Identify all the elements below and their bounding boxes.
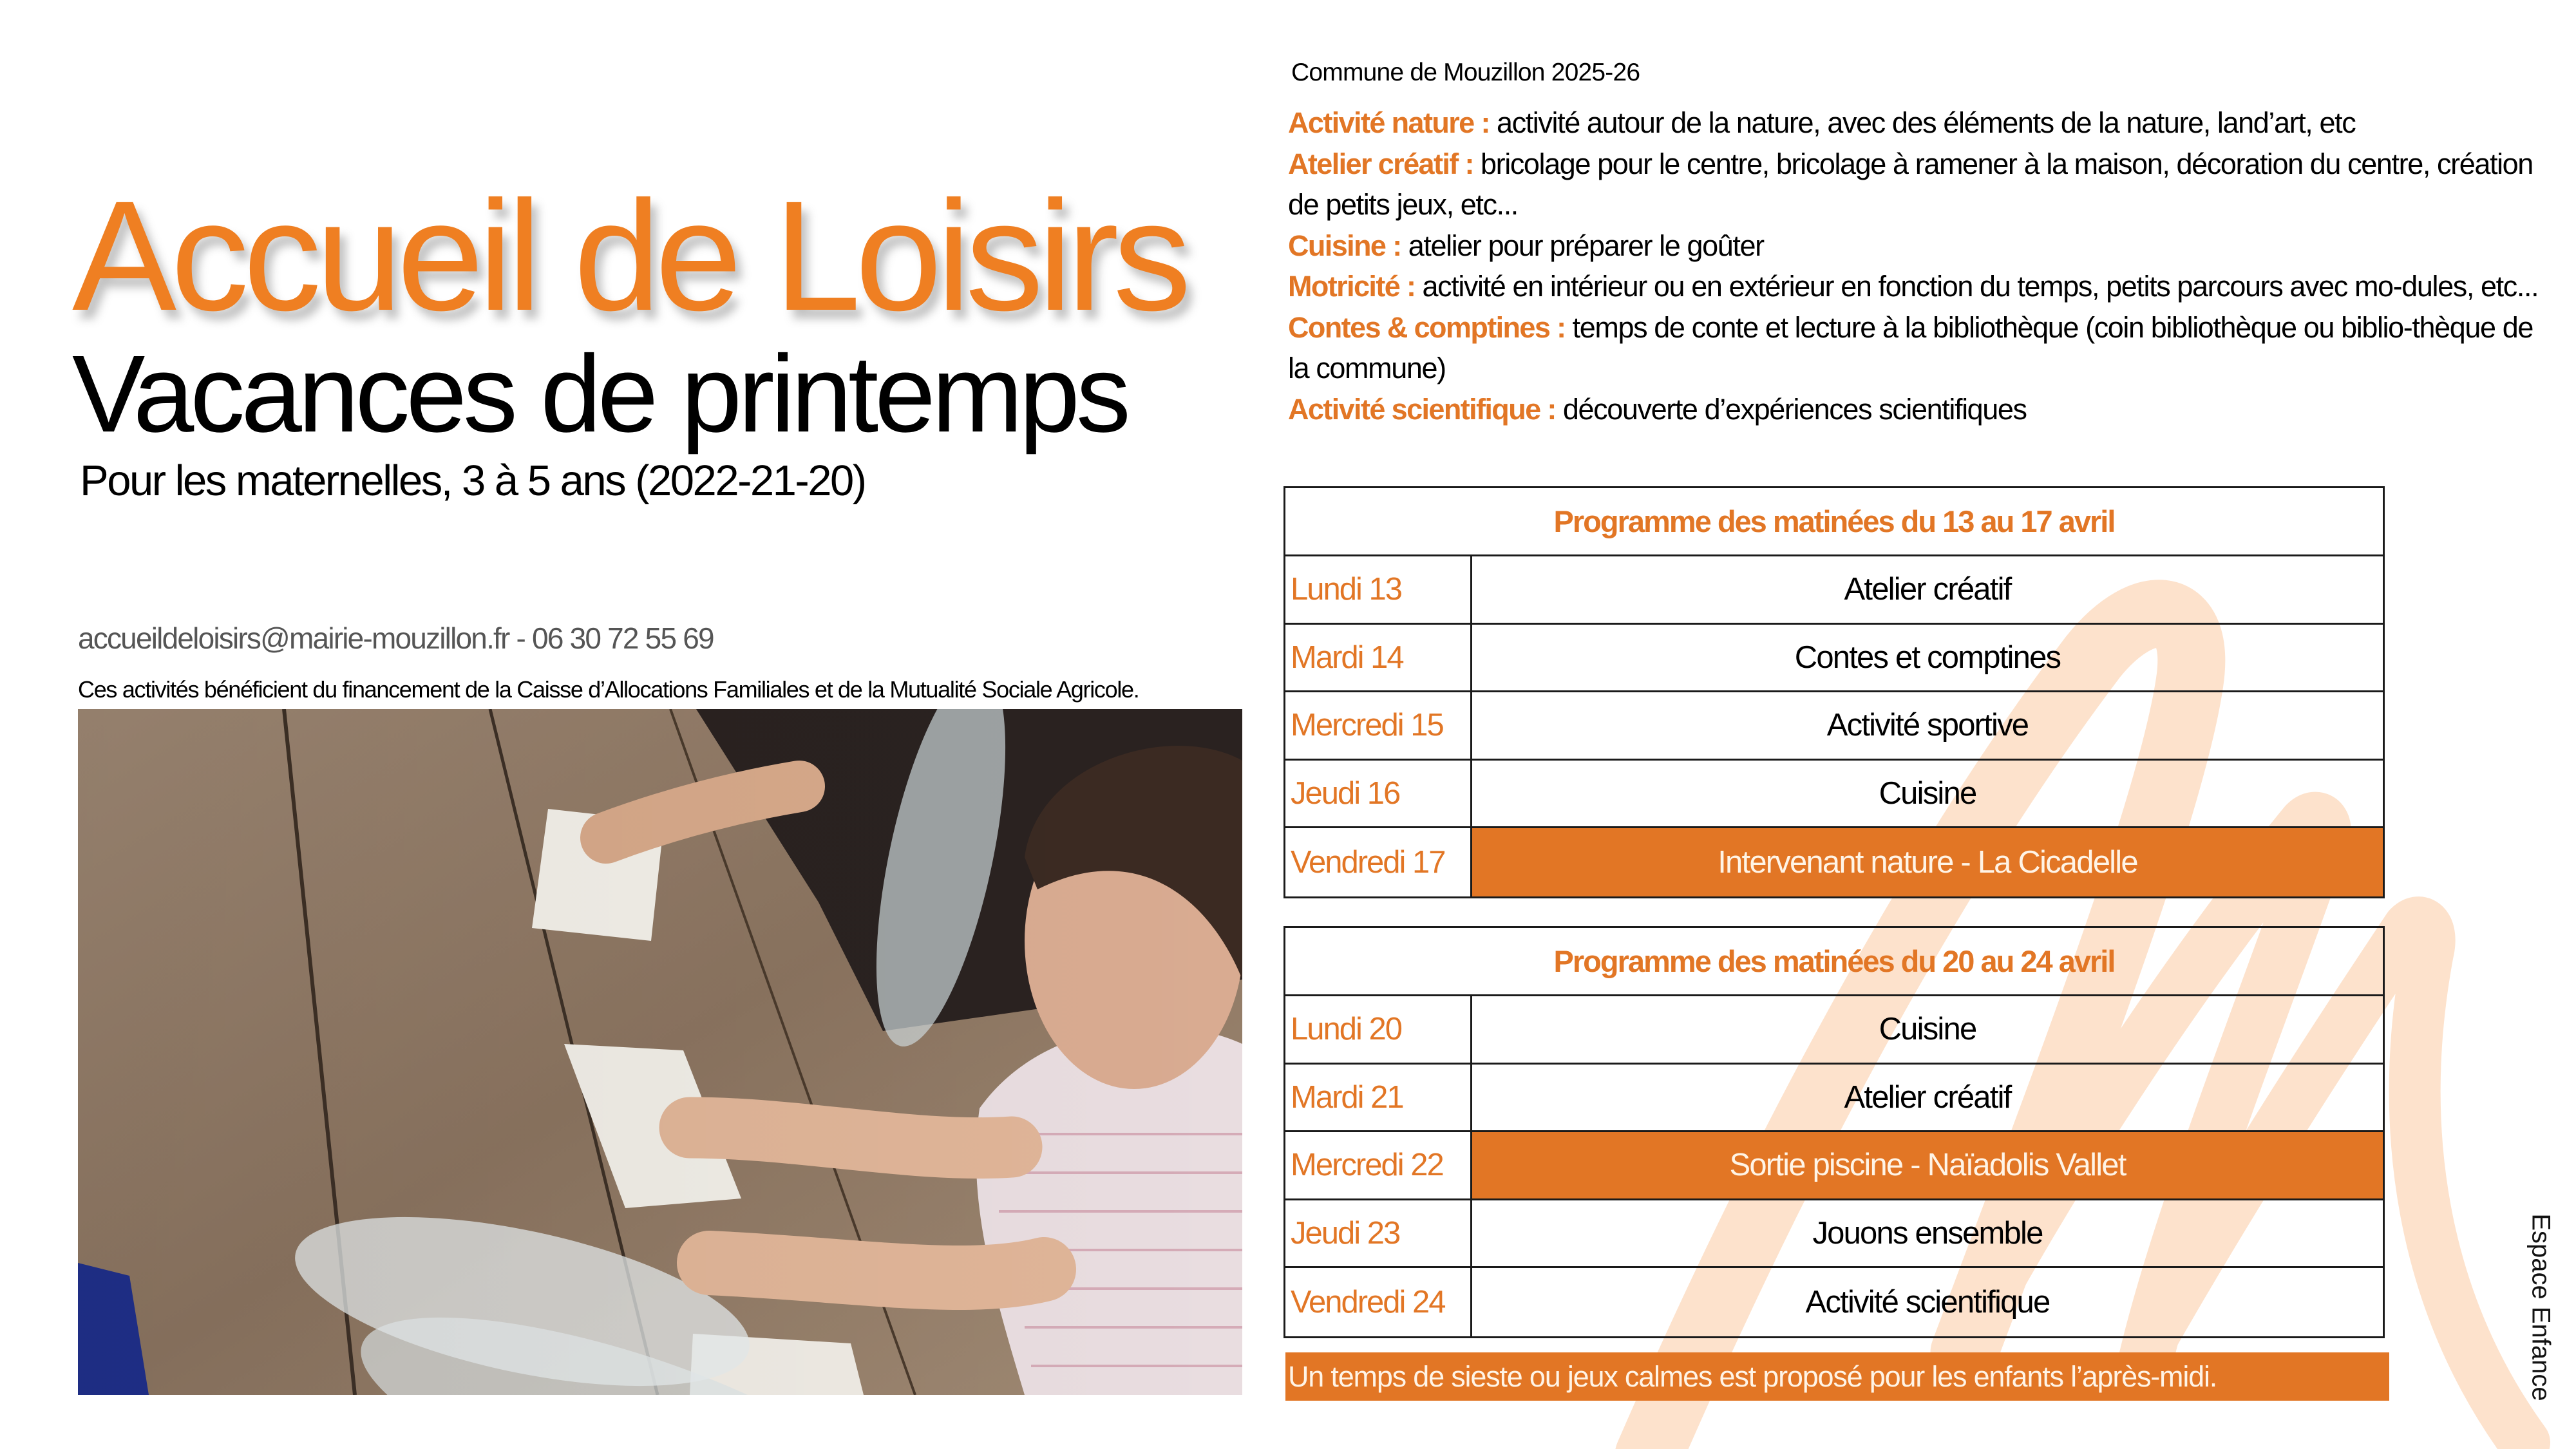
legend-text: découverte d’expériences scientifiques [1555,392,2027,426]
table-row [1285,1132,2383,1200]
legend-key: Contes & comptines : [1288,310,1566,344]
table-row [1285,828,2383,896]
table-row [1285,625,2383,693]
activity-cell: Activité sportive [1826,708,2029,743]
schedule-title: Programme des matinées du 20 au 24 avril [1285,928,2383,996]
activity-cell: Jouons ensemble [1812,1215,2043,1251]
table-row [1285,761,2383,829]
legend-item-nature [1288,102,2550,144]
contact-info[interactable]: accueildeloisirs@mairie-mouzillon.fr - 06 30 72 55 69 [78,621,714,655]
day-cell: Vendredi 17 [1285,828,1472,896]
table-row [1285,1065,2383,1133]
table-row [1285,1268,2383,1336]
side-label-text: Espace Enfance [2526,1213,2555,1401]
page-subtitle: Vacances de printemps [72,333,1127,455]
schedule-table-week1 [1283,486,2385,898]
day-cell: Mercredi 22 [1285,1132,1472,1198]
day-cell: Jeudi 23 [1285,1200,1472,1267]
activity-cell: Contes et comptines [1794,639,2061,675]
legend-item-scientifique [1288,389,2550,430]
legend-text: atelier pour préparer le goûter [1401,229,1764,262]
table-row [1285,692,2383,761]
audience-text: Pour les maternelles, 3 à 5 ans (2022-21-20) [80,457,866,505]
legend-text: bricolage pour le centre, bricolage à ramener à la maison, décoration du centre, création de petits jeux, etc... [1288,147,2533,221]
activity-cell: Atelier créatif [1844,572,2011,607]
day-cell: Lundi 13 [1285,556,1472,623]
legend-key: Activité scientifique : [1288,392,1556,426]
day-cell: Mardi 21 [1285,1065,1472,1131]
side-label [2512,1204,2570,1410]
hero-photo [78,709,1242,1395]
legend-key: Atelier créatif : [1288,147,1473,180]
legend-key: Motricité : [1288,270,1416,303]
legend-text: temps de conte et lecture à la bibliothèque (coin bibliothèque ou biblio-thèque de la commune) [1288,310,2533,384]
activity-cell: Cuisine [1879,775,1976,811]
schedule-title: Programme des matinées du 13 au 17 avril [1285,488,2383,556]
funding-notice: Ces activités bénéficient du financement de la Caisse d’Allocations Familiales et de la Mutualité Sociale Agricole. [78,676,1139,703]
table-row [1285,556,2383,625]
day-cell: Vendredi 24 [1285,1268,1472,1336]
legend-item-contes [1288,307,2550,389]
legend-item-cuisine [1288,225,2550,267]
day-cell: Jeudi 16 [1285,761,1472,827]
legend-key: Activité nature : [1288,106,1490,139]
legend-key: Cuisine : [1288,229,1401,262]
table-row [1285,996,2383,1065]
legend-text: activité en intérieur ou en extérieur en fonction du temps, petits parcours avec mo-dules, etc... [1415,270,2539,303]
afternoon-note-banner: Un temps de sieste ou jeux calmes est proposé pour les enfants l’après-midi. [1285,1352,2389,1401]
activity-cell: Activité scientifique [1805,1284,2050,1320]
activity-legend [1288,102,2550,430]
page-title: Accueil de Loisirs [72,169,1186,343]
schedule-table-week2 [1283,926,2385,1338]
legend-text: activité autour de la nature, avec des éléments de la nature, land’art, etc [1489,106,2356,139]
day-cell: Lundi 20 [1285,996,1472,1063]
legend-item-atelier [1288,144,2550,225]
day-cell: Mardi 14 [1285,625,1472,691]
table-row [1285,1200,2383,1269]
activity-cell-highlighted: Intervenant nature - La Cicadelle [1472,828,2383,896]
activity-cell: Cuisine [1879,1012,1976,1047]
activity-cell-highlighted: Sortie piscine - Naïadolis Vallet [1472,1132,2383,1198]
day-cell: Mercredi 15 [1285,692,1472,759]
legend-item-motricite [1288,266,2550,307]
commune-label: Commune de Mouzillon 2025-26 [1291,59,1640,86]
activity-cell: Atelier créatif [1844,1079,2011,1115]
children-photo-illustration [78,709,1242,1395]
